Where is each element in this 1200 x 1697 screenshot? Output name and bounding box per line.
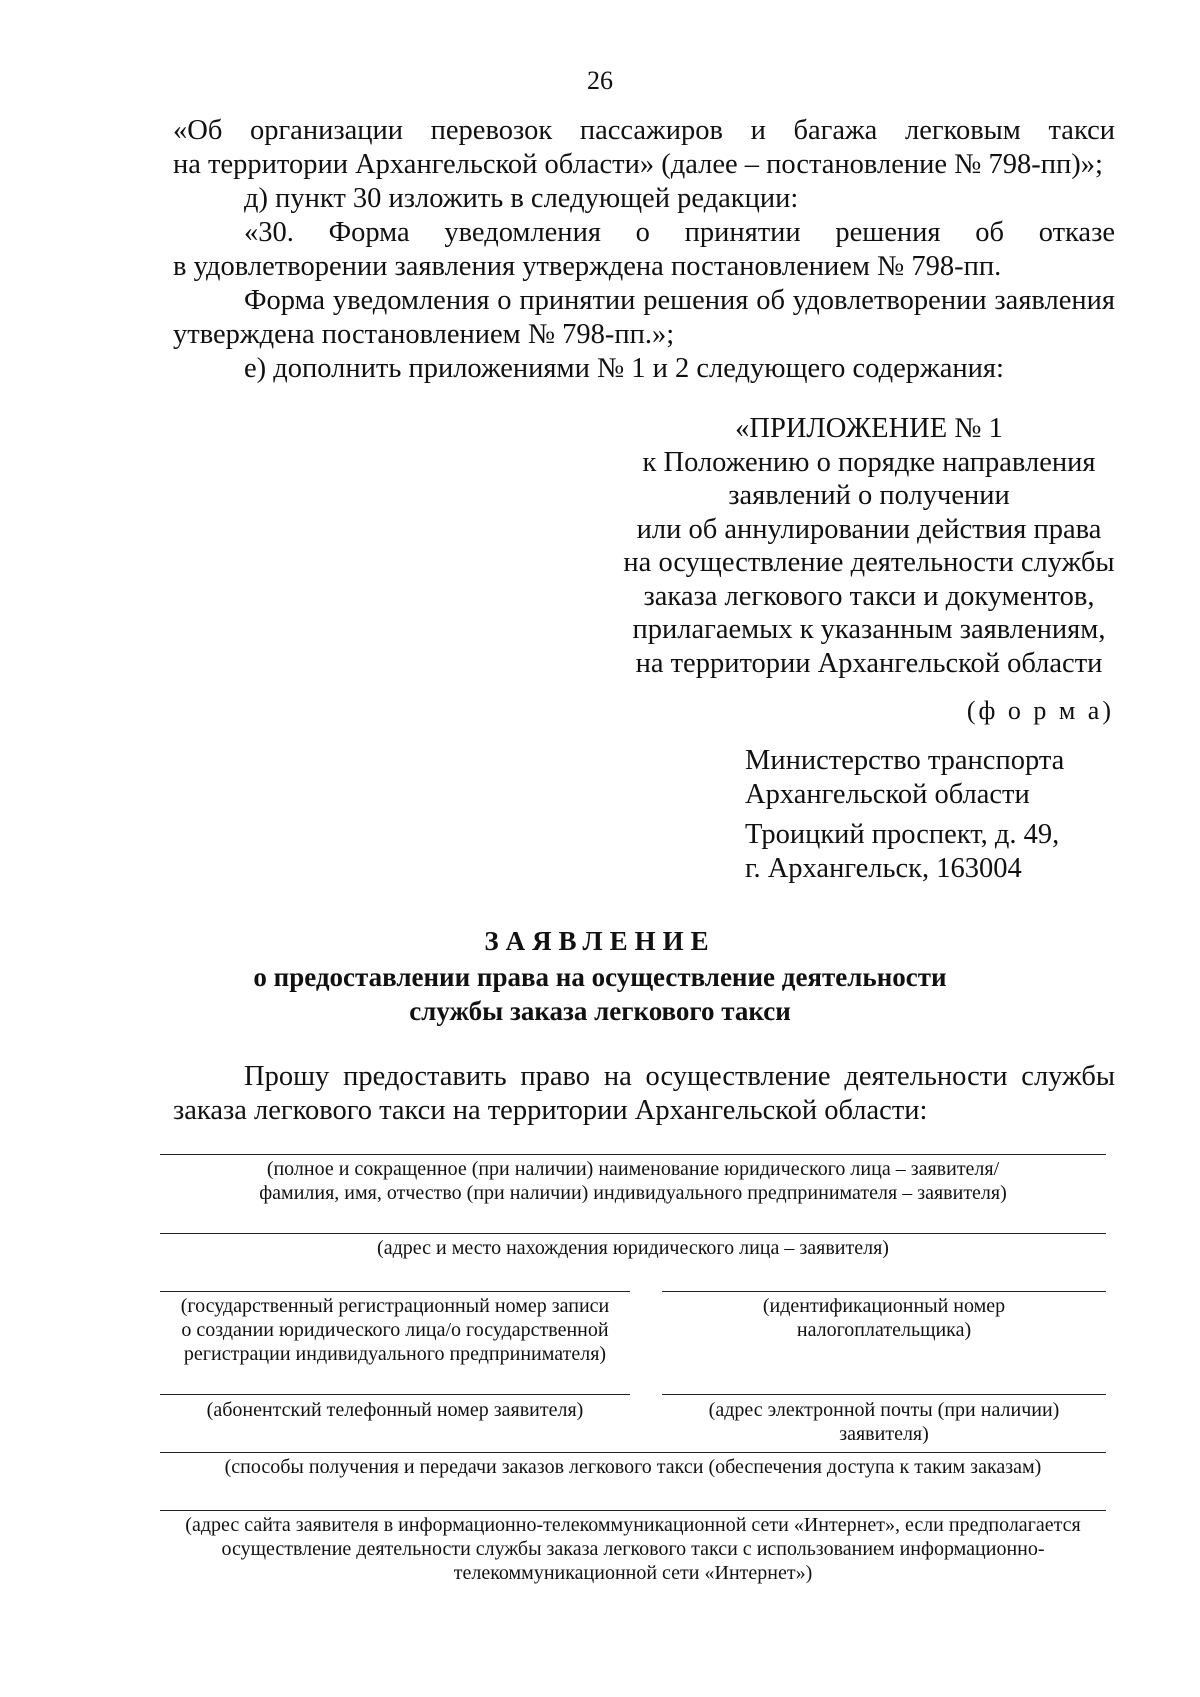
appendix-line: на осуществление деятельности службы <box>623 547 1115 578</box>
body-line-5: в удовлетворении заявления утверждена постановлением № 798-пп. <box>173 251 1002 282</box>
body-line-2: на территории Архангельской области» (далее – постановление № 798-пп)»; <box>173 149 1103 180</box>
body-line-7: утверждена постановлением № 798-пп.»; <box>173 319 675 350</box>
form-label: (ф о р м а) <box>966 696 1114 725</box>
appendix-header <box>608 412 1130 680</box>
phone-caption: (абонентский телефонный номер заявителя) <box>206 1399 584 1421</box>
registration-number-field-line[interactable] <box>160 1291 630 1292</box>
caption-line: осуществление деятельности службы заказа легкового такси с использованием информационно- <box>221 1538 1045 1560</box>
page-number: 26 <box>587 66 613 95</box>
appendix-line: заявлений о получении <box>728 480 1010 511</box>
caption-line: фамилия, имя, отчество (при наличии) индивидуального предпринимателя – заявителя) <box>259 1182 1007 1204</box>
appendix-line: прилагаемых к указанным заявлениям, <box>632 614 1106 645</box>
caption-line: (полное и сокращенное (при наличии) наименование юридического лица – заявителя/ <box>266 1158 1000 1180</box>
orders-caption: (способы получения и передачи заказов легкового такси (обеспечения доступа к таким заказам) <box>224 1456 1042 1478</box>
body-line-4: «30. Форма уведомления о принятии решения об отказе <box>244 217 1115 248</box>
addressee-line-2: Архангельской области <box>745 779 1030 810</box>
website-field-line[interactable] <box>160 1510 1106 1511</box>
body-line-8: е) дополнить приложениями № 1 и 2 следующего содержания: <box>244 353 1004 384</box>
name-field-line[interactable] <box>160 1154 1106 1155</box>
caption-line: (идентификационный номер <box>762 1295 1006 1317</box>
appendix-title: «ПРИЛОЖЕНИЕ № 1 <box>735 413 1003 444</box>
address-field-caption: (адрес и место нахождения юридического лица – заявителя) <box>377 1237 889 1259</box>
appendix-line: заказа легкового такси и документов, <box>643 580 1095 612</box>
address-field-line[interactable] <box>160 1233 1106 1234</box>
caption-line: (государственный регистрационный номер записи <box>180 1295 610 1317</box>
statement-subheading-1: о предоставлении права на осуществление деятельности <box>253 962 947 992</box>
email-field-line[interactable] <box>662 1394 1106 1395</box>
inn-caption <box>662 1294 1106 1342</box>
caption-line: о создании юридического лица/о государственной <box>181 1319 609 1341</box>
body-line-1: «Об организации перевозок пассажиров и багажа легковым такси <box>173 115 1115 146</box>
orders-field-line[interactable] <box>160 1452 1106 1453</box>
caption-line: налогоплательщика) <box>796 1319 972 1341</box>
name-field-caption <box>160 1157 1106 1205</box>
caption-line: (адрес сайта заявителя в информационно-телекоммуникационной сети «Интернет», если предполагается <box>185 1514 1081 1536</box>
registration-number-caption <box>160 1294 630 1366</box>
email-caption: (адрес электронной почты (при наличии) заявителя) <box>708 1399 1060 1445</box>
addressee-line-3: Троицкий проспект, д. 49, <box>745 819 1060 850</box>
statement-subheading-2: службы заказа легкового такси <box>409 996 791 1026</box>
appendix-line: к Положению о порядке направления <box>642 446 1096 478</box>
request-line-2: заказа легкового такси на территории Архангельской области: <box>173 1095 928 1126</box>
caption-line: телекоммуникационной сети «Интернет») <box>453 1562 813 1584</box>
statement-heading: ЗАЯВЛЕНИЕ <box>484 926 716 956</box>
phone-field-line[interactable] <box>160 1394 630 1395</box>
body-line-6: Форма уведомления о принятии решения об удовлетворении заявления <box>244 285 1115 316</box>
inn-field-line[interactable] <box>662 1291 1106 1292</box>
appendix-line: или об аннулировании действия права <box>636 513 1102 545</box>
caption-line: регистрации индивидуального предпринимателя) <box>183 1343 607 1365</box>
website-caption <box>160 1513 1106 1585</box>
body-line-3: д) пункт 30 изложить в следующей редакции: <box>244 183 799 214</box>
request-line-1: Прошу предоставить право на осуществление деятельности службы <box>244 1061 1115 1092</box>
addressee-line-4: г. Архангельск, 163004 <box>745 853 1022 884</box>
addressee-line-1: Министерство транспорта <box>745 745 1065 776</box>
appendix-line: на территории Архангельской области <box>635 647 1103 679</box>
